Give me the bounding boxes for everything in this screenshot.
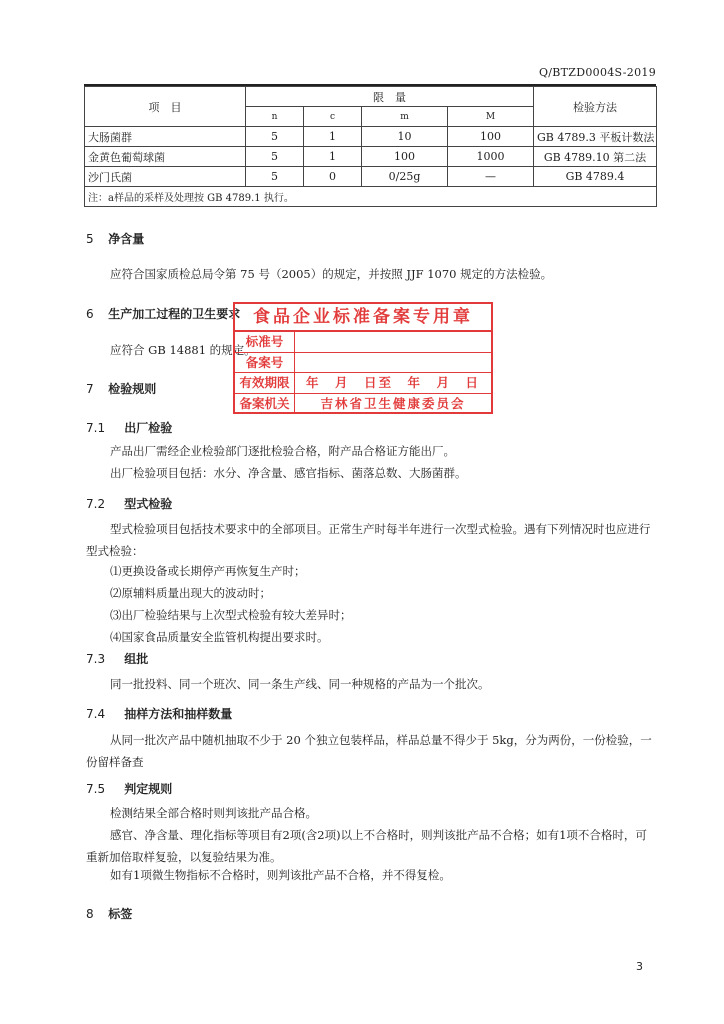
section-7-2-heading [86,495,172,512]
section-number: 7.2 [86,497,106,511]
stamp-value: 年 月 日至 年 月 日 [305,375,480,390]
row-item: 沙门氏菌 [85,167,246,187]
row-M: — [448,167,534,187]
sub-header-M: M [448,107,534,127]
stamp-row-standard-number [235,332,491,353]
row-M: 100 [448,127,534,147]
section-6-text: 应符合 GB 14881 的规定。 [110,343,256,357]
section-7-3-text: 同一批投料、同一个班次、同一条生产线、同一种规格的产品为一个批次。 [110,677,490,691]
col-header-method: 检验方法 [534,87,657,127]
section-title: 判定规则 [124,782,173,796]
row-method: GB 4789.4 [534,167,657,187]
section-7-4-text: 从同一批次产品中随机抽取不少于 20 个独立包装样品，样品总量不得少于 5kg，分为两份，一份检验，一份留样备查 [86,733,652,769]
stamp-label: 备案号 [235,353,295,373]
row-n: 5 [246,127,304,147]
table-row [85,127,657,147]
section-7-5-line-3: 如有1项微生物指标不合格时，则判该批产品不合格，并不得复检。 [110,868,451,882]
sub-header-c: c [304,107,362,127]
section-number: 5 [86,232,94,246]
col-header-item: 项 目 [85,87,246,127]
list-item: ⑴更换设备或长期停产再恢复生产时； [110,564,306,578]
row-m: 100 [362,147,448,167]
list-item: ⑵原辅料质量出现大的波动时； [110,586,271,600]
section-7-2-paragraph: 型式检验项目包括技术要求中的全部项目。正常生产时每半年进行一次型式检验。遇有下列情况时也应进行型式检验： [86,522,651,558]
section-7-5-line-1: 检测结果全部合格时则判该批产品合格。 [110,806,317,820]
section-title: 组批 [124,652,149,666]
row-M: 1000 [448,147,534,167]
section-title: 抽样方法和抽样数量 [124,707,233,721]
row-method: GB 4789.3 平板计数法 [534,127,657,147]
row-method: GB 4789.10 第二法 [534,147,657,167]
stamp-row-valid-period [235,373,491,394]
row-c: 1 [304,127,362,147]
table-row [85,167,657,187]
table-row [85,147,657,167]
section-title: 标签 [108,907,133,921]
microbial-limit-table [84,86,657,207]
section-title: 净含量 [108,232,145,246]
row-c: 1 [304,147,362,167]
section-number: 7.1 [86,421,106,435]
section-7-heading [86,380,156,397]
filing-stamp [233,302,493,414]
section-7-4-heading [86,705,232,722]
row-m: 10 [362,127,448,147]
section-number: 8 [86,907,94,921]
page-number: 3 [636,960,643,973]
section-number: 7.4 [86,707,106,721]
section-5-text: 应符合国家质检总局令第 75 号（2005）的规定，并按照 JJF 1070 规定的方法检验。 [110,267,553,281]
sub-header-m: m [362,107,448,127]
list-item: ⑶出厂检验结果与上次型式检验有较大差异时； [110,608,352,622]
section-8-heading [86,905,132,922]
section-7-5-heading [86,780,172,797]
document-code: Q/BTZD0004S-2019 [538,66,656,79]
stamp-label: 有效期限 [235,373,295,393]
sub-header-n: n [246,107,304,127]
stamp-value [295,332,491,352]
row-c: 0 [304,167,362,187]
section-number: 7.3 [86,652,106,666]
table-note: 注：a样品的采样及处理按 GB 4789.1 执行。 [85,187,657,207]
col-header-limit: 限 量 [246,87,534,107]
section-number: 7 [86,382,94,396]
section-5-heading [86,230,144,247]
stamp-value: 吉林省卫生健康委员会 [320,395,466,411]
section-7-3-heading [86,650,148,667]
section-7-5-line-2: 感官、净含量、理化指标等项目有2项(含2项)以上不合格时，则判该批产品不合格；如有1项不合格时，可重新加倍取样复验，以复验结果为准。 [86,828,647,864]
section-7-1-line-2: 出厂检验项目包括：水分、净含量、感官指标、菌落总数、大肠菌群。 [110,466,467,480]
list-item: ⑷国家食品质量安全监管机构提出要求时。 [110,630,329,644]
row-m: 0/25g [362,167,448,187]
section-title: 出厂检验 [124,421,173,435]
row-item: 大肠菌群 [85,127,246,147]
stamp-row-authority [235,394,491,415]
section-7-1-heading [86,419,172,436]
stamp-value [295,353,491,373]
stamp-title: 食品企业标准备案专用章 [235,304,491,332]
section-number: 7.5 [86,782,106,796]
stamp-label: 备案机关 [235,394,295,415]
section-title: 型式检验 [124,497,173,511]
section-title: 生产加工过程的卫生要求 [108,307,241,321]
row-item: 金黄色葡萄球菌 [85,147,246,167]
section-7-1-line-1: 产品出厂需经企业检验部门逐批检验合格，附产品合格证方能出厂。 [110,444,455,458]
row-n: 5 [246,167,304,187]
section-title: 检验规则 [108,382,157,396]
section-number: 6 [86,307,94,321]
stamp-row-record-number [235,353,491,374]
section-6-heading [86,305,240,322]
stamp-label: 标准号 [235,332,295,352]
row-n: 5 [246,147,304,167]
